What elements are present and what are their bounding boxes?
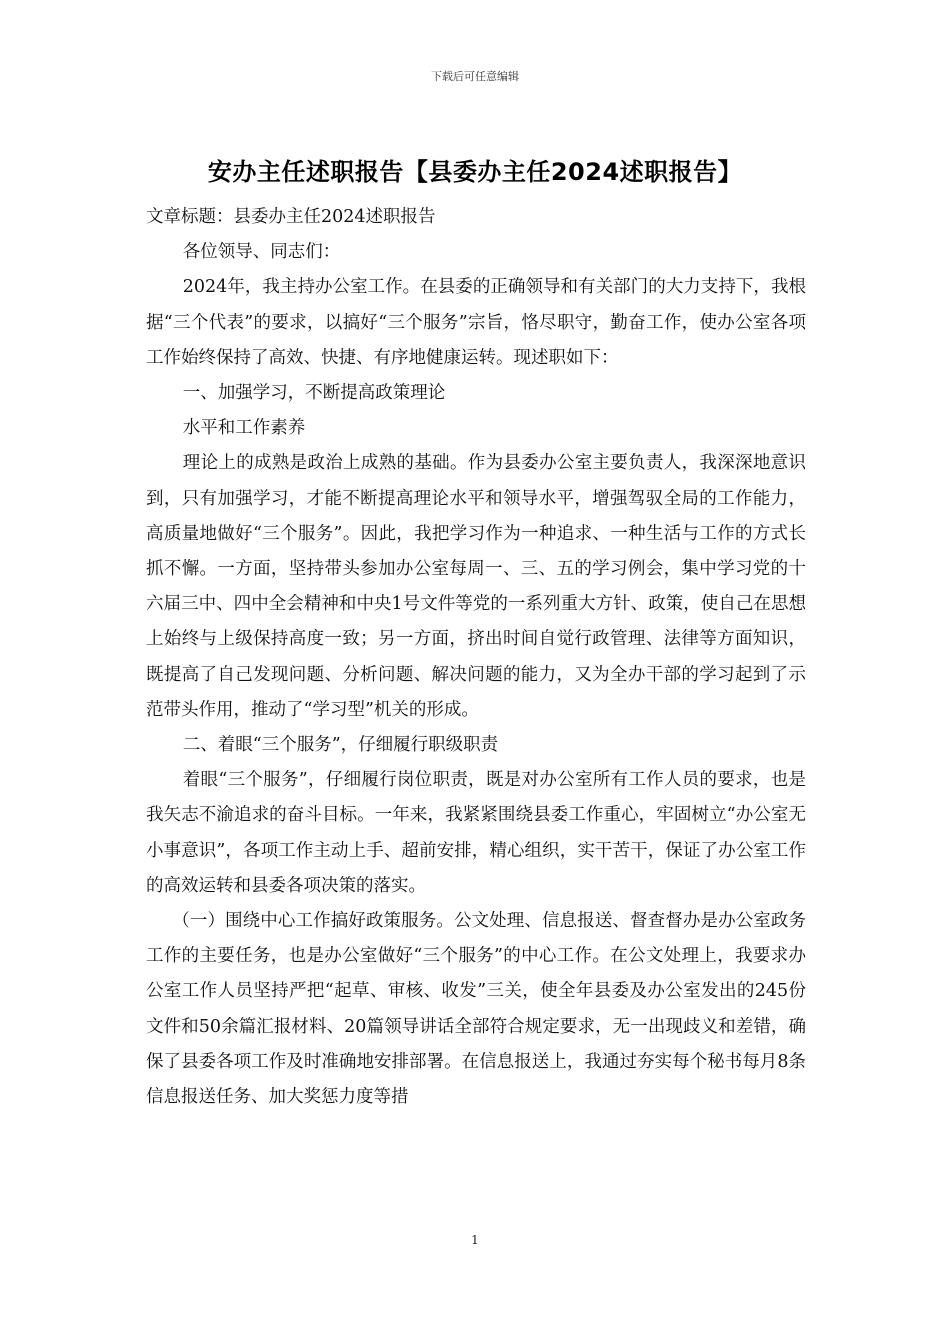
subsection-1-paragraph: （一）围绕中心工作搞好政策服务。公文处理、信息报送、督查督办是办公室政务工作的主要任务，也是办公室做好“三个服务”的中心工作。在公文处理上，我要求办公室工作人员坚持严把“起草、审核、收发”三关，使全年县委及办公室发出的245份文件和50余篇汇报材料、20篇领导讲话全部符合规定要求，无一出现歧义和差错，确保了县委各项工作及时准确地安排部署。在信息报送上，我通过夯实每个秘书每月8条信息报送任务、加大奖惩力度等措 [146, 911, 806, 1108]
header-note: 下载后可任意编辑 [431, 70, 519, 83]
salutation: 各位领导、同志们： [182, 242, 341, 263]
intro-paragraph: 2024年，我主持办公室工作。在县委的正确领导和有关部门的大力支持下，我根据“三个代表”的要求，以搞好“三个服务”宗旨，恪尽职守，勤奋工作，使办公室各项工作始终保持了高效、快捷、有序地健康运转。现述职如下： [146, 277, 806, 368]
section-heading-1: 一、加强学习，不断提高政策理论 [182, 383, 446, 404]
section-heading-1-continued: 水平和工作素养 [182, 418, 306, 439]
section-2-paragraph: 着眼“三个服务”，仔细履行岗位职责，既是对办公室所有工作人员的要求，也是我矢志不渝追求的奋斗目标。一年来，我紧紧围绕县委工作重心，牢固树立“办公室无小事意识”，各项工作主动上手、超前安排，精心组织，实干苦干，保证了办公室工作的高效运转和县委各项决策的落实。 [146, 770, 806, 896]
document-body [146, 200, 806, 1115]
article-title-line: 文章标题：县委办主任2024述职报告 [146, 207, 436, 227]
document-title: 安办主任述职报告【县委办主任2024述职报告】 [207, 158, 743, 186]
page-number: 1 [471, 1233, 479, 1247]
section-heading-2: 二、着眼“三个服务”，仔细履行职级职责 [182, 735, 499, 756]
section-1-paragraph: 理论上的成熟是政治上成熟的基础。作为县委办公室主要负责人，我深深地意识到，只有加强学习，才能不断提高理论水平和领导水平，增强驾驭全局的工作能力，高质量地做好“三个服务”。因此，我把学习作为一种追求、一种生活与工作的方式长抓不懈。一方面，坚持带头参加办公室每周一、三、五的学习例会，集中学习党的十六届三中、四中全会精神和中央1号文件等党的一系列重大方针、政策，使自己在思想上始终与上级保持高度一致；另一方面，挤出时间自觉行政管理、法律等方面知识，既提高了自己发现问题、分析问题、解决问题的能力，又为全办干部的学习起到了示范带头作用，推动了“学习型”机关的形成。 [146, 453, 806, 720]
